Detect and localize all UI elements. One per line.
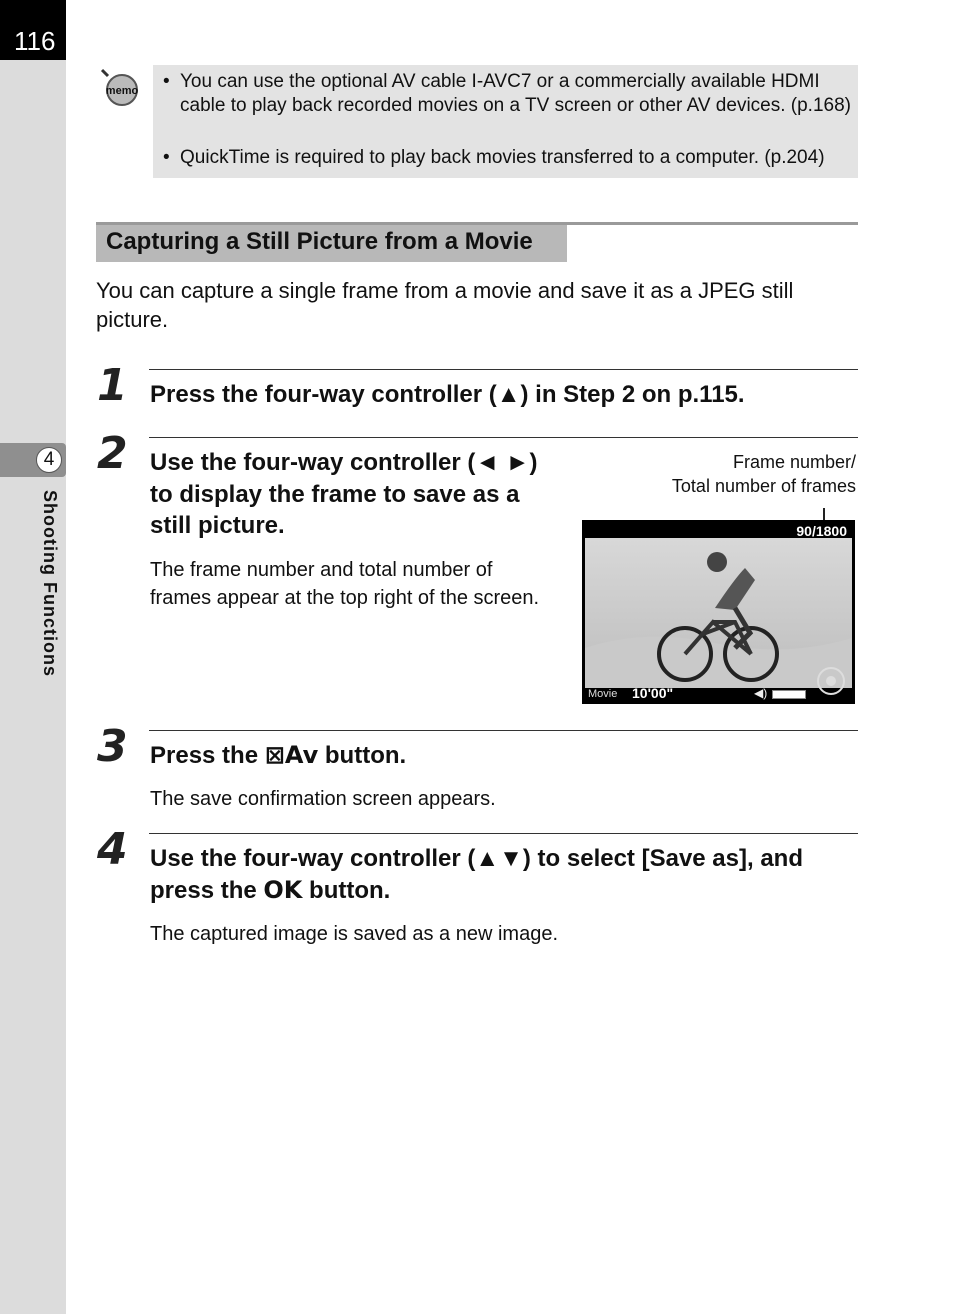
step-rule — [149, 437, 858, 438]
chapter-label: Shooting Functions — [40, 490, 60, 677]
frame-counter: 90/1800 — [796, 523, 847, 539]
step-heading: Press the ⊠Av button. — [150, 740, 406, 772]
page-number: 116 — [14, 26, 56, 56]
page-number-box — [0, 0, 66, 60]
four-way-controller-icon — [814, 664, 848, 698]
memo-box — [153, 65, 858, 178]
step-heading: Press the four-way controller (▲) in Step 2 on p.115. — [150, 381, 745, 408]
movie-mode-label: Movie — [588, 688, 618, 700]
step-number: 4 — [97, 824, 128, 875]
memo-icon — [98, 68, 142, 108]
step-description: The save confirmation screen appears. — [150, 788, 496, 810]
step-number: 3 — [97, 721, 128, 772]
movie-frame-image — [585, 538, 852, 688]
step-description: The captured image is saved as a new image. — [150, 923, 558, 945]
volume-bar — [772, 690, 806, 699]
step-rule — [149, 730, 858, 731]
svg-text:memo: memo — [105, 85, 139, 97]
figure-caption: Frame number/ Total number of frames — [671, 452, 856, 496]
step-number: 1 — [97, 360, 128, 411]
step-rule — [149, 369, 858, 370]
section-title-box — [96, 225, 567, 262]
step-number: 2 — [97, 428, 128, 479]
step-rule — [149, 833, 858, 834]
volume-icon: ◀) — [754, 686, 768, 700]
ok-button-icon: OK — [263, 875, 303, 904]
movie-duration: 10'00" — [632, 685, 674, 701]
av-button-icon: ⊠Av — [264, 741, 319, 769]
camera-playback-screen — [582, 520, 855, 704]
memo-item: • QuickTime is required to play back movies transferred to a computer. (p.204) — [163, 147, 825, 168]
intro-text: You can capture a single frame from a movie and save it as a JPEG still picture. — [96, 278, 794, 332]
section-title: Capturing a Still Picture from a Movie — [106, 228, 533, 255]
step-description: The frame number and total number of frames appear at the top right of the screen. — [150, 559, 540, 609]
memo-item: • You can use the optional AV cable I-AVC7 or a commercially available HDMI cable to play back recorded movies on a TV screen or other AV devices. (p.168) — [163, 71, 851, 116]
step-heading: Use the four-way controller (▲▼) to select [Save as], and press the OK button. — [150, 843, 860, 906]
step-heading: Use the four-way controller (◄ ►) to display the frame to save as a still picture. — [150, 449, 538, 539]
chapter-number: 4 — [36, 447, 62, 473]
